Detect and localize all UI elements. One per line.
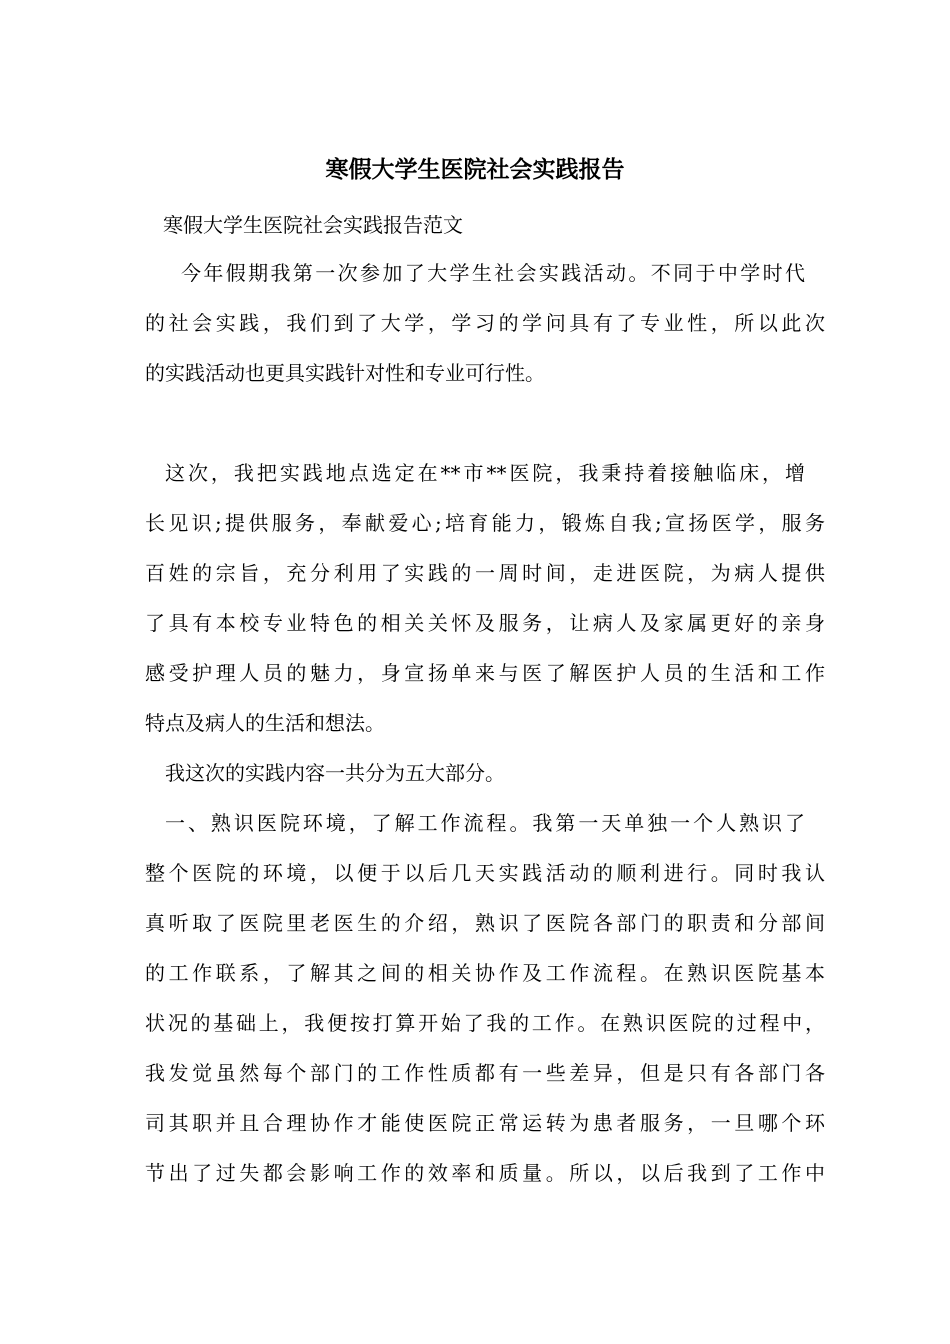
paragraph-line: 一、熟识医院环境，了解工作流程。我第一天单独一个人熟识了 xyxy=(165,811,805,835)
paragraph-line: 的社会实践，我们到了大学，学习的学问具有了专业性，所以此次 xyxy=(145,311,825,335)
paragraph-line: 状况的基础上，我便按打算开始了我的工作。在熟识医院的过程中， xyxy=(145,1011,825,1035)
subtitle-line: 寒假大学生医院社会实践报告范文 xyxy=(163,213,463,237)
paragraph-line: 的工作联系，了解其之间的相关协作及工作流程。在熟识医院基本 xyxy=(145,961,825,985)
paragraph-line: 的实践活动也更具实践针对性和专业可行性。 xyxy=(145,361,545,385)
paragraph-line: 这次，我把实践地点选定在**市**医院，我秉持着接触临床，增 xyxy=(165,461,805,485)
paragraph-line: 司其职并且合理协作才能使医院正常运转为患者服务，一旦哪个环 xyxy=(145,1111,825,1135)
paragraph-line: 今年假期我第一次参加了大学生社会实践活动。不同于中学时代 xyxy=(181,261,805,285)
paragraph-line: 我发觉虽然每个部门的工作性质都有一些差异，但是只有各部门各 xyxy=(145,1061,825,1085)
paragraph-line: 我这次的实践内容一共分为五大部分。 xyxy=(165,761,505,785)
paragraph-line: 百姓的宗旨，充分利用了实践的一周时间，走进医院，为病人提供 xyxy=(145,561,825,585)
paragraph-line: 感受护理人员的魅力，身宣扬单来与医了解医护人员的生活和工作 xyxy=(145,661,825,685)
paragraph-line: 特点及病人的生活和想法。 xyxy=(145,711,385,735)
paragraph-line: 真听取了医院里老医生的介绍，熟识了医院各部门的职责和分部间 xyxy=(145,911,825,935)
paragraph-line: 了具有本校专业特色的相关关怀及服务，让病人及家属更好的亲身 xyxy=(145,611,825,635)
paragraph-line: 长见识;提供服务，奉献爱心;培育能力，锻炼自我;宣扬医学，服务 xyxy=(145,511,825,535)
paragraph-line: 整个医院的环境，以便于以后几天实践活动的顺利进行。同时我认 xyxy=(145,861,825,885)
paragraph-line: 节出了过失都会影响工作的效率和质量。所以，以后我到了工作中 xyxy=(145,1161,825,1185)
document-title: 寒假大学生医院社会实践报告 xyxy=(325,156,625,183)
